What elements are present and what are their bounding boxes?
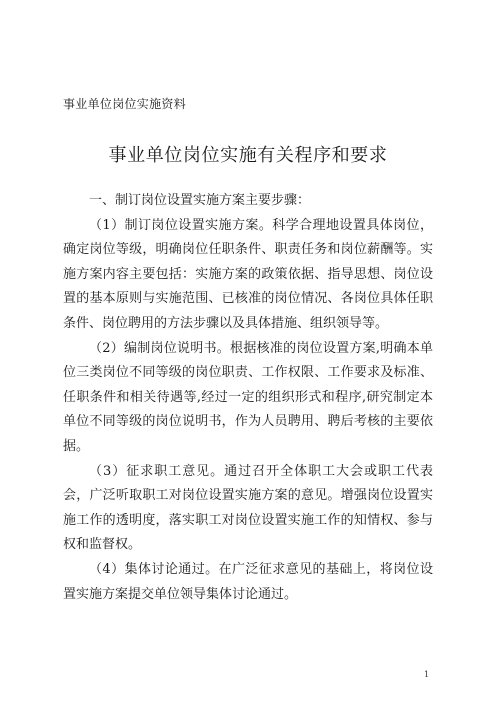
- paragraph-step-1: （1）制订岗位设置实施方案。科学合理地设置具体岗位，确定岗位等级，明确岗位任职条件、职责任务和岗位薪酬等。实施方案内容主要包括：实施方案的政策依据、指导思想、岗位设置的基本原则与实施范围、已核准的岗位情况、各岗位具体任职条件、岗位聘用的方法步骤以及具体措施、组织领导等。: [63, 217, 433, 331]
- document-body: [63, 189, 433, 607]
- document-title: 事业单位岗位实施有关程序和要求: [108, 145, 388, 166]
- header-label: 事业单位岗位实施资料: [63, 97, 187, 111]
- page-number: 1: [424, 670, 430, 679]
- paragraph-step-2: （2）编制岗位说明书。根据核准的岗位设置方案,明确本单位三类岗位不同等级的岗位职责、工作权限、工作要求及标准、任职条件和相关待遇等,经过一定的组织形式和程序,研究制定本单位不同等级的岗位说明书，作为人员聘用、聘后考核的主要依据。: [63, 340, 433, 454]
- paragraph-step-4: （4）集体讨论通过。在广泛征求意见的基础上，将岗位设置实施方案提交单位领导集体讨论通过。: [63, 561, 433, 602]
- paragraph-step-3: （3）征求职工意见。通过召开全体职工大会或职工代表会，广泛听取职工对岗位设置实施方案的意见。增强岗位设置实施工作的透明度，落实职工对岗位设置实施工作的知情权、参与权和监督权。: [63, 463, 433, 553]
- section-heading: 一、制订岗位设置实施方案主要步骤：: [89, 193, 311, 208]
